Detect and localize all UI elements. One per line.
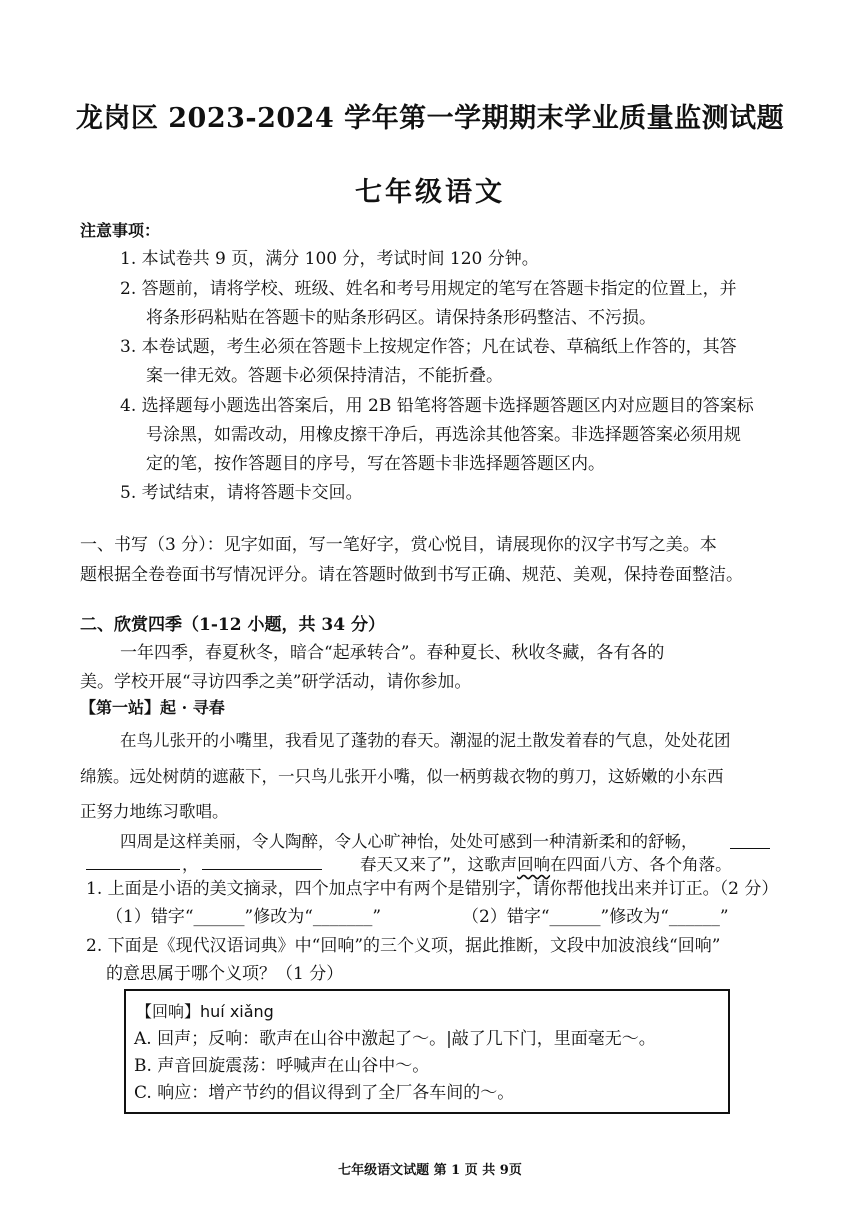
notes-item: 1. 本试卷共 9 页，满分 100 分，考试时间 120 分钟。 <box>120 249 539 269</box>
fill-blank <box>202 869 322 870</box>
passage-line: 四周是这样美丽，令人陶醉，令人心旷神怡，处处可感到一种清新柔和的舒畅， <box>120 832 698 851</box>
question-2: 2. 下面是《现代汉语词典》中“回响”的三个义项，据此推断，文段中加波浪线“回响” <box>86 936 721 956</box>
fill-blank <box>730 848 770 849</box>
passage-line: 在鸟儿张开的小嘴里，我看见了蓬勃的春天。潮湿的泥土散发着春的气息，处处花团 <box>120 731 731 750</box>
passage-line: 绵簇。远处树荫的遮蔽下，一只鸟儿张开小嘴，似一柄剪裁衣物的剪刀，这娇嫩的小东西 <box>80 767 724 786</box>
notes-item: 5. 考试结束，请将答题卡交回。 <box>120 483 363 503</box>
notes-heading: 注意事项： <box>80 221 161 240</box>
station-heading: 【第一站】起 · 寻春 <box>80 698 225 717</box>
notes-item: 案一律无效。答题卡必须保持清洁，不能折叠。 <box>146 366 503 386</box>
passage-line <box>360 851 732 875</box>
page-footer: 七年级语文试题 第 1 页 共 9页 <box>338 1163 522 1178</box>
exam-title: 龙岗区 2023-2024 学年第一学期期末学业质量监测试题 <box>75 103 785 134</box>
notes-item: 2. 答题前，请将学校、班级、姓名和考号用规定的笔写在答题卡指定的位置上，并 <box>120 279 737 299</box>
dictionary-headword: 【回响】huí xiǎng <box>136 1002 274 1021</box>
question-1: 1. 上面是小语的美文摘录，四个加点字中有两个是错别字，请你帮他找出来并订正。（2 分） <box>86 879 779 899</box>
section1-line: 一、书写（3 分）：见字如面，写一笔好字，赏心悦目，请展现你的汉字书写之美。本 <box>80 535 717 555</box>
notes-item: 定的笔，按作答题目的序号，写在答题卡非选择题答题区内。 <box>146 454 605 474</box>
fill-blank <box>86 869 180 870</box>
passage-comma: ， <box>182 855 199 874</box>
notes-item: 将条形码粘贴在答题卡的贴条形码区。请保持条形码整洁、不污损。 <box>146 308 656 328</box>
passage-text: 在四面八方、各个角落。 <box>550 855 732 874</box>
exam-subtitle: 七年级语文 <box>355 177 505 208</box>
notes-item: 号涂黑，如需改动，用橡皮擦干净后，再选涂其他答案。非选择题答案必须用规 <box>146 425 741 445</box>
section2-intro: 一年四季，春夏秋冬，暗合“起承转合”。春种夏长、秋收冬藏，各有各的 <box>120 643 665 663</box>
notes-item: 4. 选择题每小题选出答案后，用 2B 铅笔将答题卡选择题答题区内对应题目的答案标 <box>120 396 754 416</box>
section2-intro: 美。学校开展“寻访四季之美”研学活动，请你参加。 <box>80 672 472 692</box>
question-1-answer-1: （1）错字“______”修改为“_______” <box>106 907 382 927</box>
dictionary-sense-b: B. 声音回旋震荡：呼喊声在山谷中～。 <box>134 1056 430 1076</box>
passage-line: 正努力地练习歌唱。 <box>80 802 229 821</box>
notes-item: 3. 本卷试题，考生必须在答题卡上按规定作答；凡在试卷、草稿纸上作答的，其答 <box>120 337 737 357</box>
dictionary-sense-a: A. 回声；反响：歌声在山谷中激起了～。|敲了几下门，里面毫无～。 <box>134 1029 656 1049</box>
question-2: 的意思属于哪个义项？（1 分） <box>106 964 344 984</box>
question-1-answer-2: （2）错字“______”修改为“______” <box>462 907 729 927</box>
section2-heading: 二、欣赏四季（1-12 小题，共 34 分） <box>80 615 385 635</box>
wavy-underlined-word: 回响 <box>517 855 551 874</box>
dictionary-sense-c: C. 响应：增产节约的倡议得到了全厂各车间的～。 <box>134 1083 515 1103</box>
passage-text: 春天又来了”，这歌声 <box>360 855 518 874</box>
section1-line: 题根据全卷卷面书写情况评分。请在答题时做到书写正确、规范、美观，保持卷面整洁。 <box>80 565 743 585</box>
